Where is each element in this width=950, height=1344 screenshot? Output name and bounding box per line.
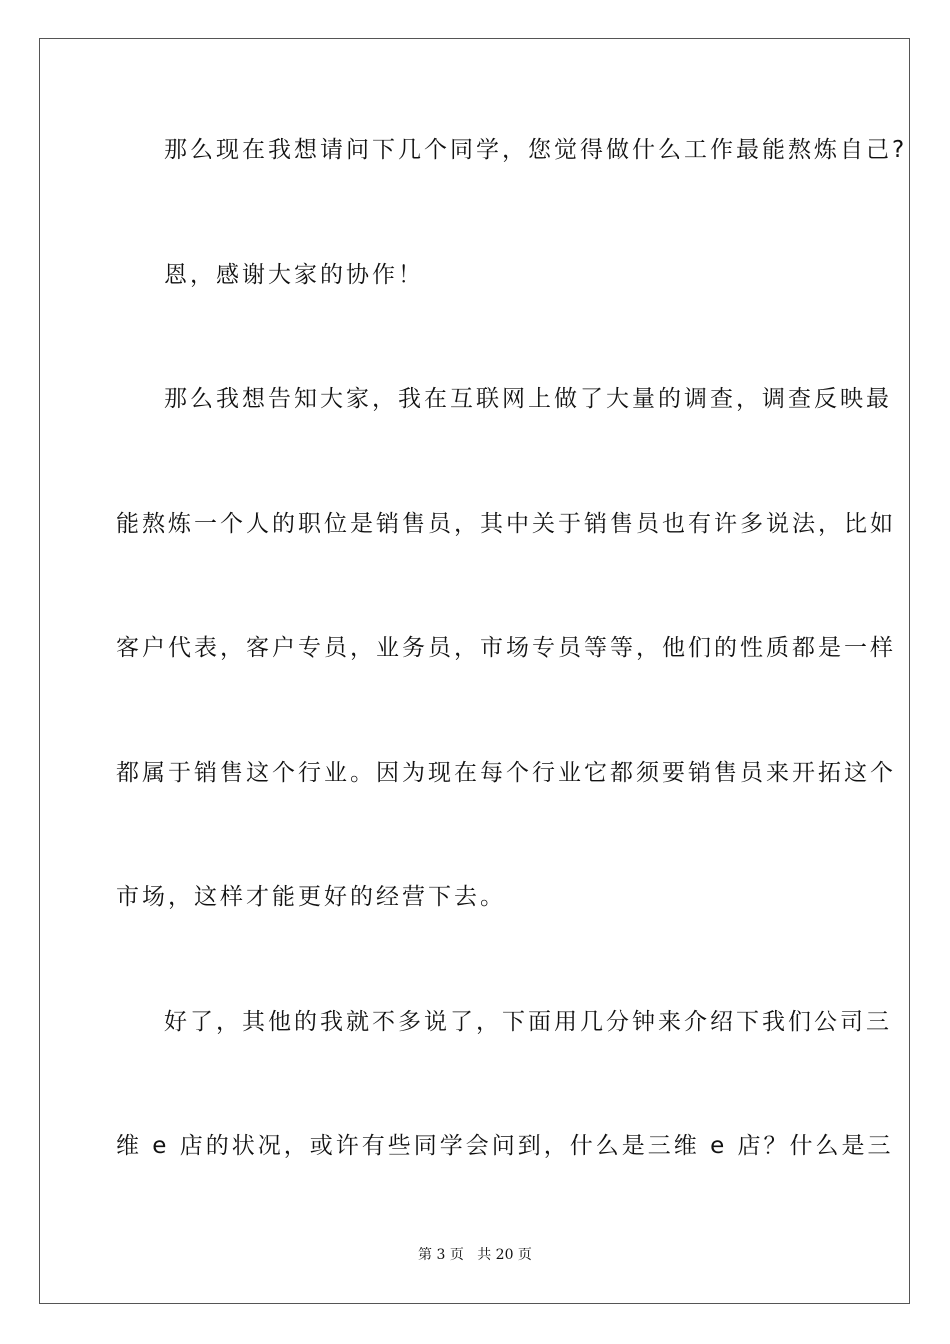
paragraph-line: 能熬炼一个人的职位是销售员，其中关于销售员也有许多说法，比如 (116, 511, 896, 537)
paragraph-line: 那么现在我想请问下几个同学，您觉得做什么工作最能熬炼自己? (164, 137, 908, 163)
paragraph-line: 好了，其他的我就不多说了，下面用几分钟来介绍下我们公司三 (164, 1009, 892, 1035)
paragraph-line: 那么我想告知大家，我在互联网上做了大量的调查，调查反映最 (164, 386, 892, 412)
document-page (39, 38, 910, 1304)
paragraph-line: 维 e 店的状况，或许有些同学会问到，什么是三维 e 店？什么是三 (116, 1133, 894, 1159)
page-footer (0, 1246, 950, 1264)
paragraph-line: 恩，感谢大家的协作！ (164, 262, 424, 288)
page-total: 共 20 页 (477, 1247, 532, 1263)
paragraph-line: 客户代表，客户专员，业务员，市场专员等等，他们的性质都是一样 (116, 635, 896, 661)
paragraph-line: 都属于销售这个行业。因为现在每个行业它都须要销售员来开拓这个 (116, 760, 896, 786)
paragraph-line: 市场，这样才能更好的经营下去。 (116, 884, 506, 910)
page-number: 第 3 页 (418, 1247, 464, 1263)
